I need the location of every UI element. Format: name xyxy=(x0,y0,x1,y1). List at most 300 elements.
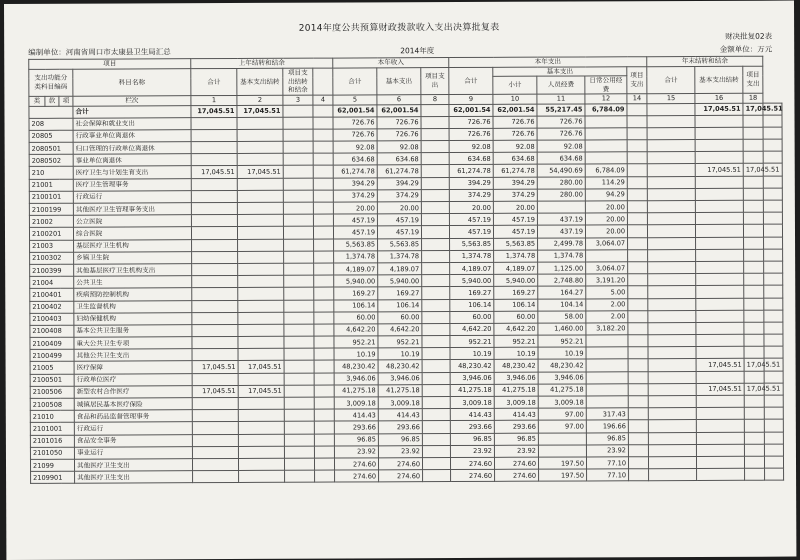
cell-c9: 2,499.78 xyxy=(538,238,586,250)
cell-c8: 169.27 xyxy=(494,286,538,298)
cell-c1 xyxy=(191,129,237,141)
cell-c11 xyxy=(628,335,648,347)
cell-c3b xyxy=(314,446,334,458)
cell-c4: 414.43 xyxy=(334,409,378,421)
cell-c11 xyxy=(628,323,648,335)
cell-c15 xyxy=(763,200,782,212)
cell-c4: 274.60 xyxy=(335,470,379,482)
cell-c15 xyxy=(764,346,783,358)
cell-c3b xyxy=(314,385,334,397)
cell-c5: 726.76 xyxy=(377,129,421,141)
cell-c3b xyxy=(314,397,334,409)
row-code: 21003 xyxy=(30,240,74,252)
cell-c8: 23.92 xyxy=(494,445,538,457)
cell-c9: 10.19 xyxy=(538,347,586,359)
cell-c2 xyxy=(238,275,284,287)
cell-c1: 17,045.51 xyxy=(192,385,238,397)
cell-c14 xyxy=(744,298,764,310)
cell-c3 xyxy=(285,470,315,482)
cell-c3b xyxy=(314,312,334,324)
cell-c7: 61,274.78 xyxy=(449,165,493,177)
header-blank xyxy=(313,68,333,96)
cell-c12 xyxy=(648,432,696,444)
header-prior: 上年结转和结余 xyxy=(191,58,333,68)
cell-c12 xyxy=(648,359,696,371)
row-name: 公共卫生 xyxy=(74,276,192,289)
cell-c14 xyxy=(744,322,764,334)
col-num: 3 xyxy=(283,95,313,105)
cell-c3b xyxy=(313,214,333,226)
cell-c1 xyxy=(192,239,238,251)
cell-c3b xyxy=(313,226,333,238)
cell-c6 xyxy=(421,214,449,226)
cell-c14: 17,045.51 xyxy=(744,359,764,371)
header-item: 项目 xyxy=(29,59,191,69)
cell-c13 xyxy=(695,127,743,139)
cell-c8: 4,642.20 xyxy=(494,323,538,335)
cell-c10: 94.29 xyxy=(585,189,627,201)
cell-c3 xyxy=(283,117,313,129)
cell-c5: 1,374.78 xyxy=(378,250,422,262)
row-code: 208 xyxy=(29,118,73,130)
cell-c11 xyxy=(628,359,648,371)
row-code: 2100506 xyxy=(30,386,74,398)
cell-c2 xyxy=(237,117,283,129)
row-code: 2100403 xyxy=(30,313,74,325)
cell-c6 xyxy=(422,299,450,311)
cell-c3b xyxy=(313,141,333,153)
cell-c11 xyxy=(628,262,648,274)
cell-c5: 634.68 xyxy=(377,153,421,165)
cell-c15 xyxy=(764,273,783,285)
cell-c9: 726.76 xyxy=(537,128,585,140)
cell-c11 xyxy=(628,298,648,310)
cell-c15 xyxy=(763,176,782,188)
cell-c3b xyxy=(313,178,333,190)
cell-c15 xyxy=(764,419,783,431)
cell-c1 xyxy=(192,397,238,409)
cell-c12 xyxy=(648,261,696,273)
cell-c13 xyxy=(696,273,744,285)
cell-c7: 106.14 xyxy=(450,299,494,311)
cell-c15 xyxy=(763,127,782,139)
cell-c15 xyxy=(763,115,782,127)
cell-c14 xyxy=(744,212,764,224)
cell-c13 xyxy=(697,468,745,480)
row-code: 21010 xyxy=(30,410,74,422)
cell-c5: 274.60 xyxy=(379,470,423,482)
org-line xyxy=(28,46,171,58)
cell-c7: 60.00 xyxy=(450,311,494,323)
cell-c8: 60.00 xyxy=(494,311,538,323)
cell-c9: 1,125.00 xyxy=(538,262,586,274)
cell-c4: 5,563.85 xyxy=(334,238,378,250)
cell-c7: 92.08 xyxy=(449,140,493,152)
cell-c3b xyxy=(315,470,335,482)
row-name: 重大公共卫生专项 xyxy=(74,337,192,350)
cell-c6 xyxy=(421,177,449,189)
cell-c10: 317.43 xyxy=(586,408,628,420)
cell-c4: 169.27 xyxy=(334,287,378,299)
cell-c10: 96.85 xyxy=(586,432,628,444)
row-code: 21005 xyxy=(30,362,74,374)
cell-c4: 274.60 xyxy=(335,458,379,470)
cell-c14: 17,045.51 xyxy=(743,164,763,176)
cell-c5: 457.19 xyxy=(377,214,421,226)
row-name: 其他医疗卫生支出 xyxy=(75,471,193,484)
header-basic: 基本支出 xyxy=(493,66,627,76)
cell-c4: 92.08 xyxy=(333,141,377,153)
cell-c15 xyxy=(764,224,783,236)
cell-c3b xyxy=(314,239,334,251)
cell-c14 xyxy=(744,334,764,346)
cell-c6 xyxy=(421,189,449,201)
col-num: 14 xyxy=(627,94,647,104)
cell-c15 xyxy=(764,334,783,346)
cell-c2 xyxy=(238,300,284,312)
cell-c14 xyxy=(745,444,765,456)
cell-c13 xyxy=(696,420,744,432)
cell-c10: 77.10 xyxy=(587,469,629,481)
cell-c10: 6,784.09 xyxy=(585,164,627,176)
cell-c3b xyxy=(313,190,333,202)
row-code: 20805 xyxy=(29,130,73,142)
cell-c6 xyxy=(422,433,450,445)
cell-c7: 3,009.18 xyxy=(450,396,494,408)
row-code: 2101001 xyxy=(30,423,74,435)
row-name: 医疗保障 xyxy=(74,361,192,374)
cell-c5: 48,230.42 xyxy=(378,360,422,372)
cell-c13 xyxy=(695,139,743,151)
row-name: 卫生监督机构 xyxy=(74,300,192,313)
cell-c2 xyxy=(237,190,283,202)
cell-c11 xyxy=(627,152,647,164)
cell-c4: 60.00 xyxy=(334,312,378,324)
row-code: 2109901 xyxy=(31,471,75,483)
cell-c1 xyxy=(192,263,238,275)
cell-c12 xyxy=(648,286,696,298)
cell-c13 xyxy=(695,176,743,188)
cell-c1 xyxy=(193,471,239,483)
header-prior-total: 合计 xyxy=(191,68,237,96)
cell-c11 xyxy=(629,469,649,481)
cell-c15 xyxy=(763,139,782,151)
cell-c12 xyxy=(647,127,695,139)
cell-c9 xyxy=(538,445,586,457)
cell-c3 xyxy=(284,361,314,373)
cell-c10: 20.00 xyxy=(585,201,627,213)
cell-c2 xyxy=(237,178,283,190)
cell-c1 xyxy=(192,410,238,422)
cell-c1 xyxy=(192,276,238,288)
cell-c2 xyxy=(238,446,284,458)
cell-c11 xyxy=(628,274,648,286)
cell-c8: 3,946.06 xyxy=(494,372,538,384)
header-subtotal: 小计 xyxy=(493,76,537,94)
cell-c5: 274.60 xyxy=(379,458,423,470)
cell-c2 xyxy=(238,251,284,263)
row-name: 行政事业单位离退休 xyxy=(73,130,191,143)
cell-c2 xyxy=(237,129,283,141)
cell-c10 xyxy=(586,396,628,408)
row-code: 2100402 xyxy=(30,301,74,313)
cell-c2 xyxy=(238,288,284,300)
cell-c15 xyxy=(764,407,783,419)
cell-c9: 48,230.42 xyxy=(538,359,586,371)
cell-c2 xyxy=(237,154,283,166)
cell-c10: 3,064.07 xyxy=(586,262,628,274)
cell-c1 xyxy=(191,154,237,166)
cell-c2 xyxy=(238,434,284,446)
cell-c10: 20.00 xyxy=(586,225,628,237)
cell-c3 xyxy=(284,446,314,458)
cell-c2 xyxy=(238,397,284,409)
cell-c15 xyxy=(765,468,784,480)
cell-c7: 48,230.42 xyxy=(450,360,494,372)
cell-c11 xyxy=(629,457,649,469)
header-expense: 本年支出 xyxy=(449,57,647,67)
cell-c1: 17,045.51 xyxy=(191,105,237,117)
cell-c8: 457.19 xyxy=(494,226,538,238)
cell-c8: 726.76 xyxy=(493,128,537,140)
cell-c5: 96.85 xyxy=(378,433,422,445)
cell-c9: 104.14 xyxy=(538,298,586,310)
cell-c5: 4,642.20 xyxy=(378,324,422,336)
cell-c7: 952.21 xyxy=(450,335,494,347)
cell-c7: 457.19 xyxy=(450,226,494,238)
cell-c3 xyxy=(284,300,314,312)
cell-c6 xyxy=(422,226,450,238)
row-name: 公立医院 xyxy=(73,215,191,228)
row-code: 2101050 xyxy=(30,447,74,459)
row-code: 2100408 xyxy=(30,325,74,337)
header-end: 年末结转和结余 xyxy=(647,56,763,66)
cell-c9: 97.00 xyxy=(538,420,586,432)
cell-c9: 41,275.18 xyxy=(538,384,586,396)
cell-c14 xyxy=(743,200,763,212)
col-num: 18 xyxy=(743,93,763,103)
cell-c13 xyxy=(696,225,744,237)
row-code: 21001 xyxy=(29,179,73,191)
org-name: 河南省周口市太康县卫生局汇总 xyxy=(65,47,171,57)
cell-c7: 274.60 xyxy=(451,457,495,469)
row-name: 事业单位离退休 xyxy=(73,154,191,167)
header-row-2 xyxy=(29,66,782,79)
cell-c1 xyxy=(191,142,237,154)
header-income-total: 合计 xyxy=(333,67,377,95)
cell-c4: 1,374.78 xyxy=(334,251,378,263)
cell-c5: 23.92 xyxy=(378,445,422,457)
cell-c6 xyxy=(421,153,449,165)
cell-c1: 17,045.51 xyxy=(192,361,238,373)
cell-c4: 41,275.18 xyxy=(334,385,378,397)
cell-c8: 106.14 xyxy=(494,299,538,311)
cell-c7: 374.29 xyxy=(449,189,493,201)
cell-c13 xyxy=(696,395,744,407)
cell-c12 xyxy=(648,225,696,237)
cell-c11 xyxy=(628,347,648,359)
cell-c10 xyxy=(586,347,628,359)
cell-c9: 437.19 xyxy=(538,225,586,237)
cell-c3b xyxy=(314,251,334,263)
cell-c9: 55,217.45 xyxy=(537,103,585,115)
cell-c1: 17,045.51 xyxy=(191,166,237,178)
cell-c9: 164.27 xyxy=(538,286,586,298)
header-personnel: 人员经费 xyxy=(537,76,585,94)
header-xiang: 项 xyxy=(59,96,73,106)
header-lei: 类 xyxy=(29,96,45,106)
cell-c2 xyxy=(237,141,283,153)
row-name: 医疗卫生管理事务 xyxy=(73,178,191,191)
cell-c14 xyxy=(744,249,764,261)
budget-table xyxy=(28,56,784,485)
cell-c2 xyxy=(238,312,284,324)
col-num: 16 xyxy=(695,93,743,103)
cell-c9: 1,460.00 xyxy=(538,323,586,335)
cell-c3b xyxy=(314,275,334,287)
cell-c7: 726.76 xyxy=(449,116,493,128)
cell-c11 xyxy=(627,189,647,201)
cell-c8: 3,009.18 xyxy=(494,396,538,408)
cell-c4: 62,001.54 xyxy=(333,104,377,116)
cell-c3b xyxy=(314,348,334,360)
row-code: 21002 xyxy=(29,215,73,227)
cell-c1 xyxy=(191,215,237,227)
cell-c8: 10.19 xyxy=(494,347,538,359)
cell-c1 xyxy=(192,349,238,361)
cell-c2 xyxy=(238,458,284,470)
cell-c9: 634.68 xyxy=(537,152,585,164)
cell-c8: 414.43 xyxy=(494,408,538,420)
cell-c11 xyxy=(627,164,647,176)
row-name: 其他基层医疗卫生机构支出 xyxy=(74,264,192,277)
cell-c11 xyxy=(627,103,647,115)
cell-c1 xyxy=(192,251,238,263)
cell-c6 xyxy=(422,323,450,335)
cell-c9: 97.00 xyxy=(538,408,586,420)
cell-c6 xyxy=(423,470,451,482)
cell-c5: 106.14 xyxy=(378,299,422,311)
cell-c10: 77.10 xyxy=(587,457,629,469)
row-name: 归口管理的行政单位离退休 xyxy=(73,142,191,155)
cell-c3 xyxy=(284,251,314,263)
row-code: 2100409 xyxy=(30,337,74,349)
cell-c11 xyxy=(628,408,648,420)
cell-c6 xyxy=(422,250,450,262)
cell-c10 xyxy=(586,250,628,262)
cell-c6 xyxy=(422,238,450,250)
cell-c12 xyxy=(648,335,696,347)
row-name: 疾病预防控制机构 xyxy=(74,288,192,301)
cell-c4: 293.66 xyxy=(334,421,378,433)
cell-c2 xyxy=(238,324,284,336)
cell-c12 xyxy=(648,310,696,322)
cell-c7: 414.43 xyxy=(450,409,494,421)
cell-c3 xyxy=(284,275,314,287)
cell-c5: 394.29 xyxy=(377,177,421,189)
cell-c15 xyxy=(765,444,784,456)
cell-c15 xyxy=(764,249,783,261)
cell-c11 xyxy=(628,237,648,249)
row-code: 2100101 xyxy=(29,191,73,203)
cell-c1 xyxy=(192,373,238,385)
col-num: 10 xyxy=(493,94,537,104)
cell-c7: 41,275.18 xyxy=(450,384,494,396)
table-row xyxy=(31,468,784,483)
cell-c7: 394.29 xyxy=(449,177,493,189)
cell-c11 xyxy=(628,384,648,396)
header-project-carry: 项目支出结转和结余 xyxy=(283,68,313,96)
cell-c2: 17,045.51 xyxy=(238,385,284,397)
col-num: 12 xyxy=(585,94,627,104)
unit-line xyxy=(720,44,773,55)
cell-c7: 62,001.54 xyxy=(449,104,493,116)
row-name: 食品安全事务 xyxy=(74,434,192,447)
cell-c9: 1,374.78 xyxy=(538,250,586,262)
cell-c8: 457.19 xyxy=(493,213,537,225)
cell-c6 xyxy=(422,409,450,421)
cell-c7: 726.76 xyxy=(449,128,493,140)
cell-c8: 92.08 xyxy=(493,140,537,152)
cell-c3 xyxy=(283,153,313,165)
cell-c6 xyxy=(421,202,449,214)
cell-c1 xyxy=(191,202,237,214)
cell-c8: 62,001.54 xyxy=(493,104,537,116)
cell-c7: 1,374.78 xyxy=(450,250,494,262)
cell-c3b xyxy=(314,361,334,373)
cell-c14 xyxy=(743,115,763,127)
cell-c13 xyxy=(696,371,744,383)
cell-c12 xyxy=(648,213,696,225)
cell-c5: 952.21 xyxy=(378,336,422,348)
cell-c12 xyxy=(648,408,696,420)
cell-c10: 20.00 xyxy=(585,213,627,225)
cell-c5: 62,001.54 xyxy=(377,104,421,116)
cell-c5: 41,275.18 xyxy=(378,384,422,396)
cell-c10 xyxy=(585,128,627,140)
cell-c12 xyxy=(647,164,695,176)
cell-c11 xyxy=(627,140,647,152)
header-col-label: 栏次 xyxy=(73,96,191,106)
col-num: 15 xyxy=(647,93,695,103)
cell-c3 xyxy=(284,385,314,397)
header-end-total: 合计 xyxy=(647,66,695,94)
cell-c14 xyxy=(743,127,763,139)
cell-c12 xyxy=(648,237,696,249)
cell-c6 xyxy=(421,116,449,128)
cell-c1 xyxy=(191,190,237,202)
cell-c13 xyxy=(695,188,743,200)
cell-c8: 634.68 xyxy=(493,152,537,164)
cell-c1 xyxy=(192,337,238,349)
cell-c4: 726.76 xyxy=(333,117,377,129)
row-name: 社会保障和就业支出 xyxy=(73,117,191,130)
cell-c9: 3,946.06 xyxy=(538,372,586,384)
cell-c7: 5,563.85 xyxy=(450,238,494,250)
cell-c6 xyxy=(421,128,449,140)
cell-c11 xyxy=(628,310,648,322)
cell-c10: 3,182.20 xyxy=(586,323,628,335)
cell-c4: 634.68 xyxy=(333,153,377,165)
cell-c3 xyxy=(284,422,314,434)
cell-c1 xyxy=(192,288,238,300)
header-end-project: 项目支出 xyxy=(743,66,763,94)
cell-c13: 17,045.51 xyxy=(695,103,743,115)
cell-c3 xyxy=(284,287,314,299)
cell-c2: 17,045.51 xyxy=(237,105,283,117)
col-num: 1 xyxy=(191,95,237,105)
cell-c3 xyxy=(284,373,314,385)
